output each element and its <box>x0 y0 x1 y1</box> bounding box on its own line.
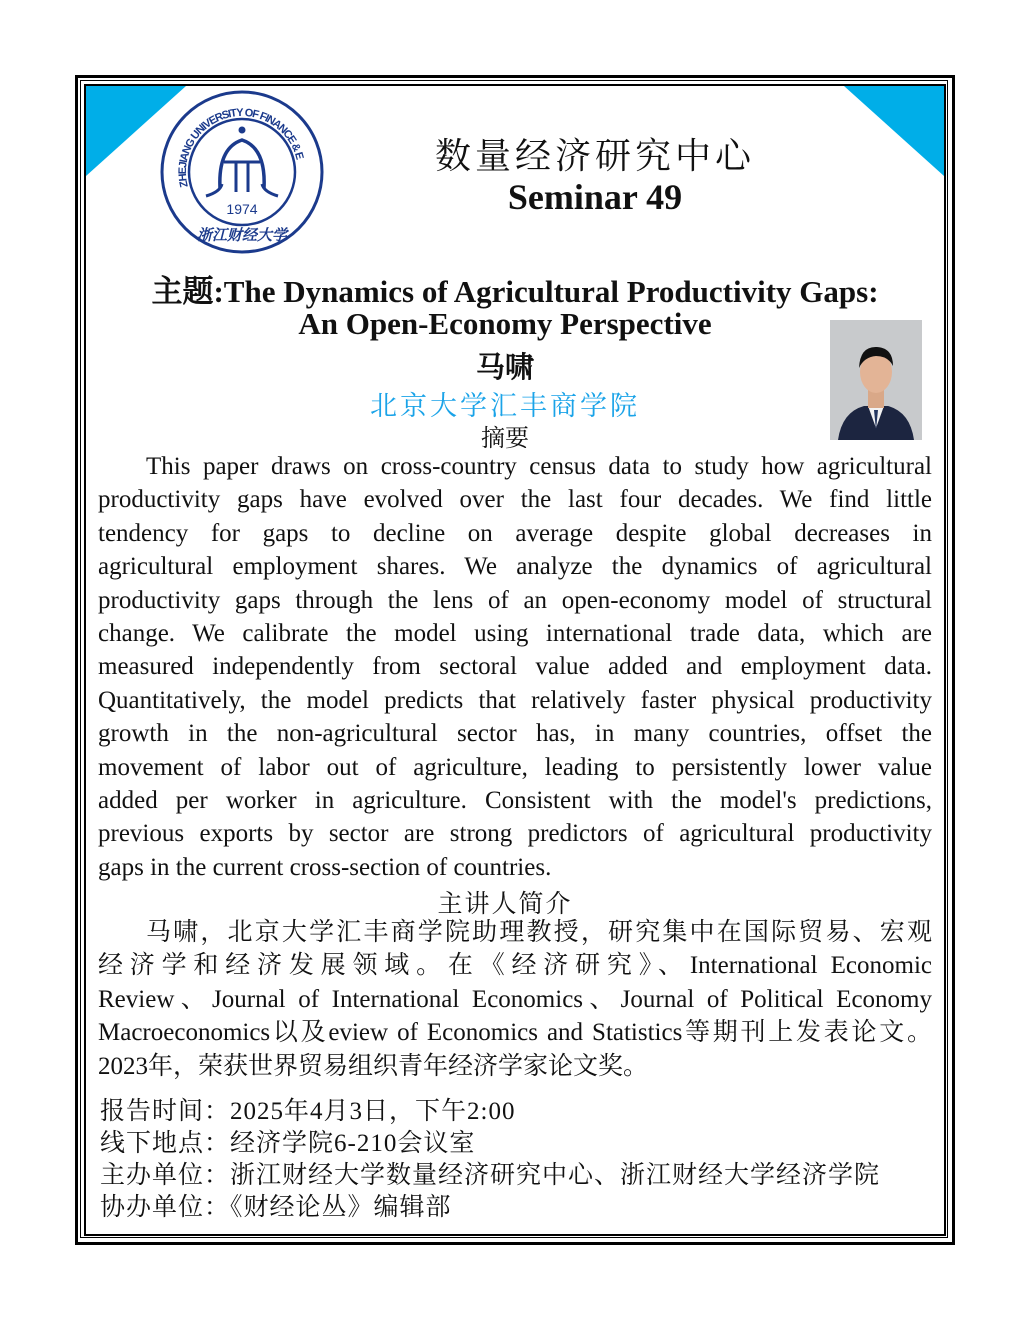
abstract-line: previous exports by sector are strong predictors of agricultural productivity <box>98 820 932 848</box>
bio-line: 经济学和经济发展领域。在《经济研究》、International Economic <box>98 952 932 980</box>
abstract-line: This paper draws on cross-country census data to study how agricultural <box>146 453 932 480</box>
svg-text:1974: 1974 <box>226 201 258 217</box>
svg-text:浙江财经大学: 浙江财经大学 <box>196 226 288 244</box>
bio-line: 2023年，荣获世界贸易组织青年经济学家论文奖。 <box>98 1052 649 1080</box>
abstract-line: tendency for gaps to decline on average despite global decreases in <box>98 519 932 547</box>
abstract-heading: 摘要 <box>481 426 529 452</box>
event-co-host: 协办单位：《财经论丛》编辑部 <box>100 1194 452 1221</box>
abstract-line: productivity gaps through the lens of an open-economy model of structural <box>98 586 932 614</box>
center-name: 数量经济研究中心 <box>434 136 755 176</box>
seminar-number: Seminar 49 <box>507 177 683 217</box>
abstract-line: measured independently from sectoral value added and employment data. <box>98 653 932 681</box>
event-host: 主办单位：浙江财经大学数量经济研究中心、浙江财经大学经济学院 <box>100 1162 881 1189</box>
speaker-name: 马啸 <box>475 352 534 384</box>
event-info <box>100 1096 880 1224</box>
abstract-line: change. We calibrate the model using international trade data, which are <box>98 619 932 647</box>
abstract-line: gaps in the current cross-section of countries. <box>98 853 552 881</box>
bio-heading: 主讲人简介 <box>437 891 573 918</box>
svg-text:ZHEJIANG UNIVERSITY OF FINANCE: ZHEJIANG UNIVERSITY OF FINANCE & ECONOMICS <box>176 106 306 189</box>
abstract-line: added per worker in agriculture. Consistent with the model's predictions, <box>98 786 932 814</box>
bio-line: Macroeconomics以及eview of Economics and Statistics等期刊上发表论文。 <box>98 1019 932 1047</box>
bio-line: Review、Journal of International Economics、Journal of Political Economy <box>98 985 932 1013</box>
event-time: 报告时间：2025年4月3日，下午2:00 <box>100 1098 516 1125</box>
bio-line: 马啸，北京大学汇丰商学院助理教授，研究集中在国际贸易、宏观 <box>146 919 932 946</box>
speaker-institution: 北京大学汇丰商学院 <box>370 391 640 421</box>
event-place: 线下地点：经济学院6-210会议室 <box>100 1130 476 1157</box>
abstract-line: Quantitatively, the model predicts that relatively faster physical productivity <box>98 686 932 714</box>
abstract-body <box>98 450 932 884</box>
abstract-line: movement of labor out of agriculture, leading to persistently lower value <box>98 753 932 781</box>
bio-body <box>98 916 932 1083</box>
speaker-photo <box>830 320 922 440</box>
talk-title-line1: 主题:The Dynamics of Agricultural Productivity Gaps: <box>151 274 879 309</box>
abstract-line: productivity gaps have evolved over the last four decades. We find little <box>98 486 932 514</box>
abstract-line: growth in the non-agricultural sector has, in many countries, offset the <box>98 720 932 748</box>
talk-title-line2: An Open-Economy Perspective <box>298 306 712 341</box>
abstract-line: agricultural employment shares. We analyze the dynamics of agricultural <box>98 553 932 581</box>
